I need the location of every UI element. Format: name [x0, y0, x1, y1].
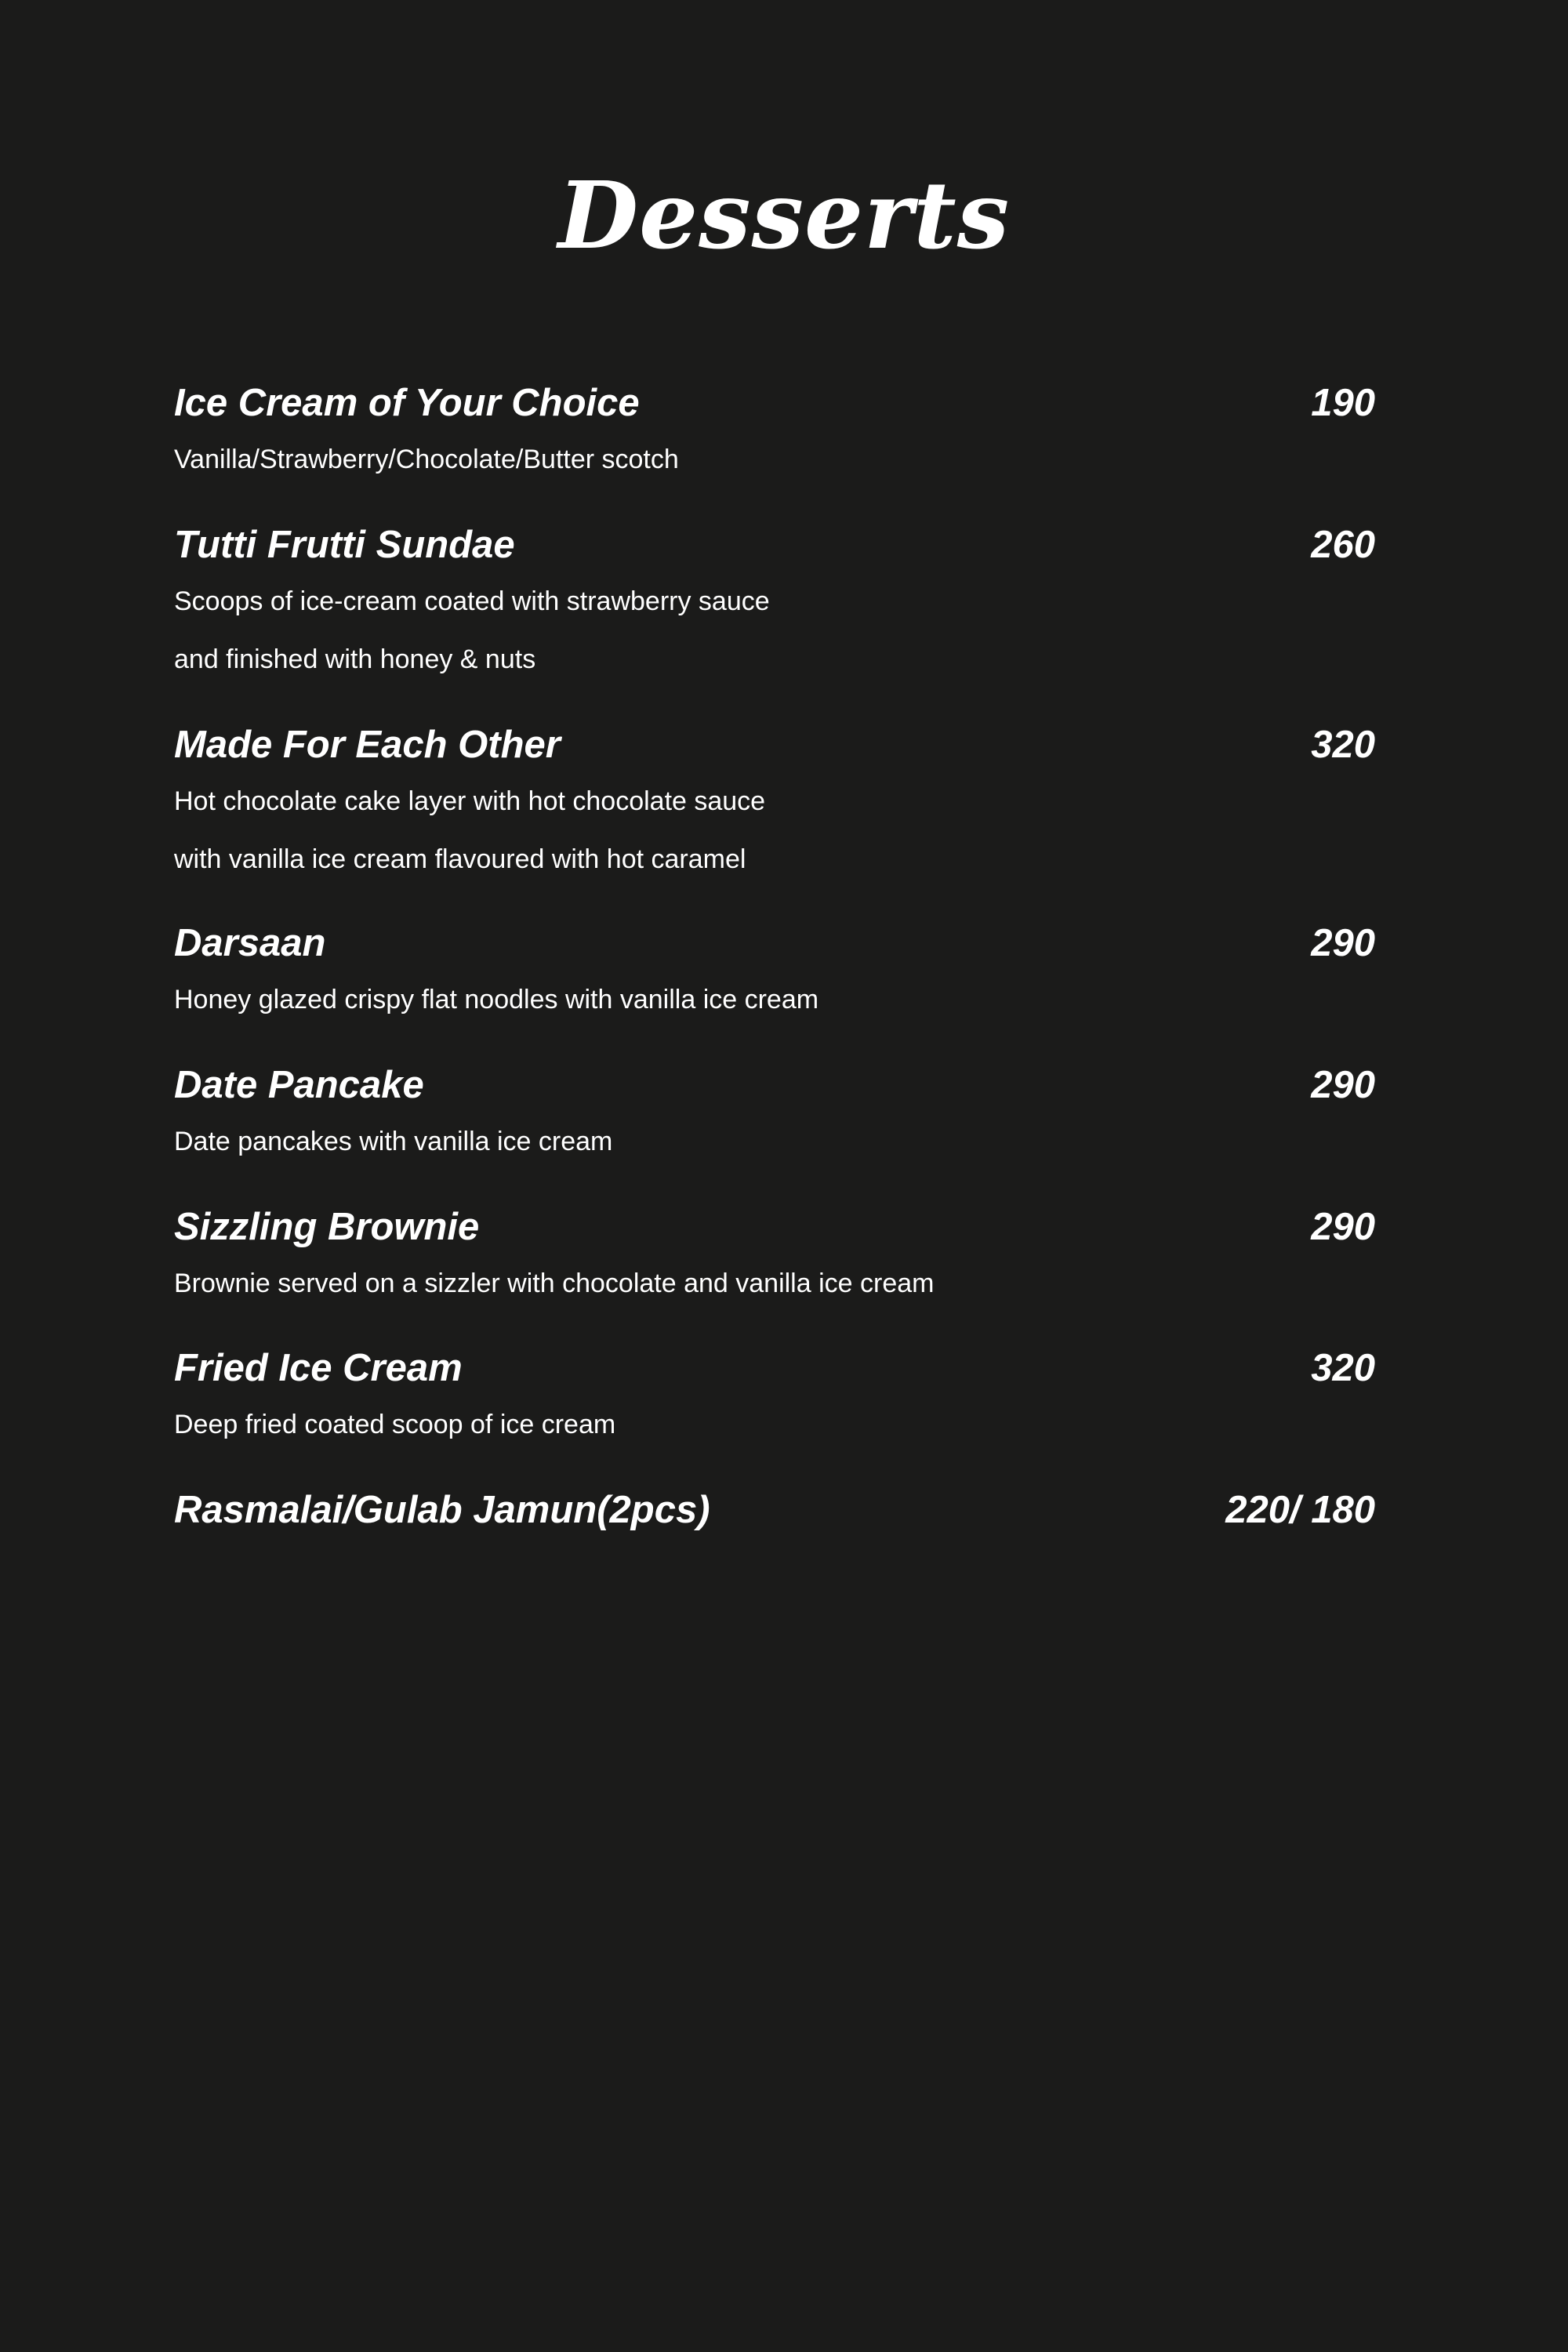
- item-name: Fried Ice Cream: [174, 1347, 463, 1389]
- item-description: and finished with honey & nuts: [174, 644, 536, 674]
- item-name: Date Pancake: [174, 1064, 424, 1106]
- menu-item-sizzling-brownie: [174, 1200, 1375, 1312]
- item-description: Scoops of ice-cream coated with strawberry sauce: [174, 586, 770, 616]
- item-price: 290: [1311, 1206, 1375, 1248]
- menu-item-ice-cream-of-your-choice: [174, 376, 1375, 488]
- item-price: 320: [1311, 724, 1375, 766]
- item-name: Rasmalai/Gulab Jamun(2pcs): [174, 1489, 710, 1531]
- item-description: with vanilla ice cream flavoured with hot caramel: [174, 844, 746, 874]
- item-description: Brownie served on a sizzler with chocolate and vanilla ice cream: [174, 1269, 935, 1298]
- page-title: Desserts: [557, 161, 1011, 270]
- item-description: Date pancakes with vanilla ice cream: [174, 1127, 613, 1156]
- menu-item-tutti-frutti-sundae: [174, 517, 1375, 688]
- item-price: 290: [1311, 1064, 1375, 1106]
- item-name: Darsaan: [174, 922, 326, 964]
- item-description: Honey glazed crispy flat noodles with vanilla ice cream: [174, 985, 819, 1014]
- item-price: 220/ 180: [1225, 1489, 1375, 1531]
- item-name: Ice Cream of Your Choice: [174, 382, 640, 424]
- menu-item-darsaan: [174, 916, 1375, 1029]
- item-description: Deep fried coated scoop of ice cream: [174, 1410, 616, 1439]
- item-description: Hot chocolate cake layer with hot chocolate sauce: [174, 786, 766, 816]
- menu-item-made-for-each-other: [174, 717, 1375, 888]
- menu-item-date-pancake: [174, 1058, 1375, 1171]
- item-price: 290: [1311, 922, 1375, 964]
- menu-item-rasmalai-gulab-jamun: [174, 1483, 1375, 1537]
- item-name: Sizzling Brownie: [174, 1206, 480, 1248]
- item-price: 260: [1311, 524, 1375, 566]
- item-price: 320: [1311, 1347, 1375, 1389]
- item-description: Vanilla/Strawberry/Chocolate/Butter scotch: [174, 445, 679, 474]
- menu-item-fried-ice-cream: [174, 1341, 1375, 1454]
- item-name: Made For Each Other: [174, 724, 561, 766]
- item-price: 190: [1311, 382, 1375, 424]
- item-name: Tutti Frutti Sundae: [174, 524, 515, 566]
